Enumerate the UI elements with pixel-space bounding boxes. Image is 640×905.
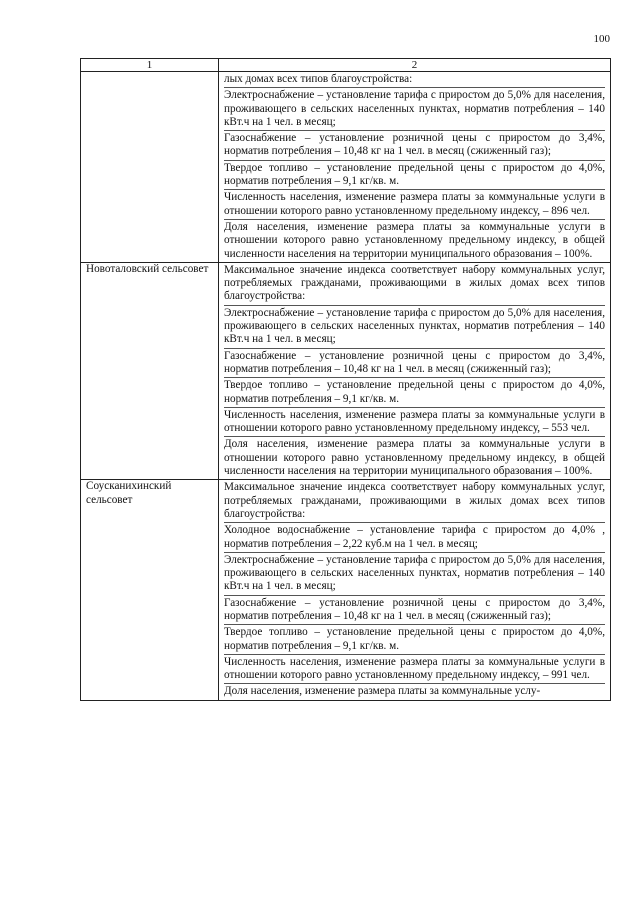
description-paragraph: Электроснабжение – установление тарифа с приростом до 5,0% для населения, проживающего в сельских населенных пунктах, норматив потребления – 140 кВт.ч на 1 чел. в месяц; — [224, 305, 605, 348]
page-number: 100 — [593, 33, 610, 45]
description-cell — [219, 72, 611, 263]
description-paragraph: Максимальное значение индекса соответствует набору коммунальных услуг, потребляемых гражданами, проживающими в жилых домах всех типов благоустройства: — [224, 263, 605, 303]
description-paragraph: Твердое топливо – установление предельной цены с приростом до 4,0%, норматив потребления – 9,1 кг/кв. м. — [224, 160, 605, 190]
table-row — [81, 262, 611, 479]
column-header-1: 1 — [81, 59, 219, 72]
municipality-label — [81, 72, 219, 263]
description-paragraph: Доля населения, изменение размера платы за коммунальные услуги в отношении которого равно установленному предельному индексу, в общей численности населения на территории муниципального образования – 100%. — [224, 436, 605, 479]
description-paragraph: Газоснабжение – установление розничной цены с приростом до 3,4%, норматив потребления – 10,48 кг на 1 чел. в месяц (сжиженный газ); — [224, 348, 605, 378]
description-paragraph: Доля населения, изменение размера платы за коммунальные услу- — [224, 683, 605, 699]
column-header-2: 2 — [219, 59, 611, 72]
description-paragraph: Газоснабжение – установление розничной цены с приростом до 3,4%, норматив потребления – 10,48 кг на 1 чел. в месяц (сжиженный газ); — [224, 130, 605, 160]
description-paragraph: Численность населения, изменение размера платы за коммунальные услуги в отношении которого равно установленному предельному индексу, – 896 чел. — [224, 189, 605, 219]
municipality-label: Соусканихинский сельсовет — [81, 480, 219, 700]
table-row — [81, 480, 611, 700]
description-paragraph: Максимальное значение индекса соответствует набору коммунальных услуг, потребляемых гражданами, проживающими в жилых домах всех типов благоустройства: — [224, 481, 605, 520]
description-paragraph: Холодное водоснабжение – установление тарифа с приростом до 4,0% , норматив потребления – 2,22 куб.м на 1 чел. в месяц; — [224, 522, 605, 552]
document-table — [80, 58, 611, 701]
description-paragraph: Численность населения, изменение размера платы за коммунальные услуги в отношении которого равно установленному предельному индексу, – 553 чел. — [224, 407, 605, 437]
table-body — [81, 72, 611, 701]
description-paragraph: Электроснабжение – установление тарифа с приростом до 5,0% для населения, проживающего в сельских населенных пунктах, норматив потребления – 140 кВт.ч на 1 чел. в месяц; — [224, 87, 605, 130]
table-row — [81, 72, 611, 263]
description-paragraph: лых домах всех типов благоустройства: — [224, 73, 413, 85]
description-cell — [219, 480, 611, 700]
description-paragraph: Газоснабжение – установление розничной цены с приростом до 3,4%, норматив потребления – 10,48 кг на 1 чел. в месяц (сжиженный газ); — [224, 595, 605, 625]
municipality-label: Новоталовский сельсовет — [81, 262, 219, 479]
description-paragraph: Электроснабжение – установление тарифа с приростом до 5,0% для населения, проживающего в сельских населенных пунктах, норматив потребления – 140 кВт.ч на 1 чел. в месяц; — [224, 552, 605, 595]
description-paragraph: Твердое топливо – установление предельной цены с приростом до 4,0%, норматив потребления – 9,1 кг/кв. м. — [224, 377, 605, 407]
description-paragraph: Численность населения, изменение размера платы за коммунальные услуги в отношении которого равно установленному предельному индексу, – 991 чел. — [224, 654, 605, 684]
description-cell — [219, 262, 611, 479]
description-paragraph: Твердое топливо – установление предельной цены с приростом до 4,0%, норматив потребления – 9,1 кг/кв. м. — [224, 624, 605, 654]
table-header-row — [81, 59, 611, 72]
description-paragraph: Доля населения, изменение размера платы за коммунальные услуги в отношении которого равно установленному предельному индексу, в общей численности населения на территории муниципального образования – 100%. — [224, 219, 605, 262]
